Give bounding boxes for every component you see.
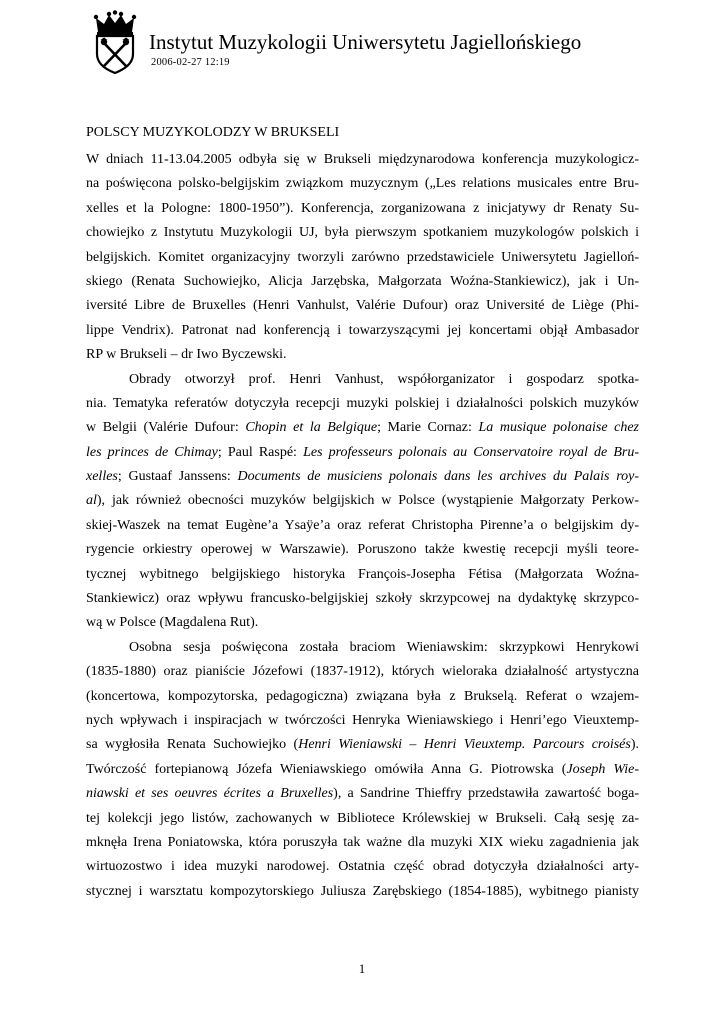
text-line — [86, 758, 639, 782]
text-run: nia. Tematyka referatów dotyczyła recepcji muzyki polskiej i działalności polskich muzyków — [86, 395, 639, 411]
text-run: (koncertowa, kompozytorska, pedagogiczna) związana była z Brukselą. Referat o wzajem- — [86, 688, 639, 704]
italic-title: Chopin et la Belgique — [245, 420, 378, 436]
text-run: skiej-Waszek na temat Eugène’a Ysaÿe’a oraz referat Christopha Pirenne’a o belgijskim dy- — [86, 517, 639, 533]
text-line — [86, 416, 639, 440]
text-run: Twórczość fortepianową Józefa Wieniawskiego omówiła Anna G. Piotrowska ( — [86, 761, 567, 777]
text-run: ). — [630, 737, 640, 753]
text-line — [86, 782, 639, 806]
text-line — [86, 709, 639, 733]
text-run: ; Gustaaf Janssens: — [117, 469, 238, 485]
italic-title: les princes de Chimay — [86, 444, 218, 460]
italic-title: xelles — [86, 469, 118, 485]
text-line — [86, 319, 639, 343]
text-line — [86, 148, 639, 172]
text-line — [86, 538, 639, 562]
italic-title: Documents de musiciens polonais dans les archives du Palais roy- — [237, 469, 639, 485]
text-line — [86, 733, 639, 757]
text-line — [86, 489, 639, 513]
article-title: POLSCY MUZYKOLODZY W BRUKSELI — [86, 125, 340, 140]
text-line — [86, 246, 639, 270]
institute-name: Instytut Muzykologii Uniwersytetu Jagiellońskiego — [149, 30, 582, 54]
text-run: lippe Vendrix). Patronat nad konferencją i towarzyszącymi jej koncertami objął Ambasador — [86, 322, 639, 338]
text-line — [86, 660, 639, 684]
text-run: stycznej i warsztatu kompozytorskiego Juliusza Zarębskiego (1854-1885), wybitnego pianisty — [86, 883, 639, 899]
text-line — [86, 343, 639, 367]
italic-title: al — [86, 493, 97, 509]
text-run: rygencie orkiestry operowej w Warszawie). Poruszono także kwestię recepcji myśli teore- — [86, 542, 639, 558]
text-run: Stankiewicz) oraz wpływu francusko-belgijskiej szkoły skrzypcowej na dydaktykę skrzypco- — [86, 591, 639, 607]
text-line — [86, 221, 639, 245]
text-run: ), jak również obecności muzyków belgijskich w Polsce (wystąpienie Małgorzaty Perkow- — [96, 493, 639, 509]
text-line — [86, 368, 639, 392]
text-line — [86, 441, 639, 465]
text-line — [86, 392, 639, 416]
page-number: 1 — [358, 961, 366, 976]
text-line — [86, 831, 639, 855]
text-line — [86, 197, 639, 221]
text-run: w Belgii (Valérie Dufour: — [86, 420, 246, 436]
text-run: sa wygłosiła Renata Suchowiejko ( — [86, 737, 299, 753]
text-line — [86, 611, 639, 635]
text-run: skiego (Renata Suchowiejko, Alicja Jarzębska, Małgorzata Woźna-Stankiewicz), jak i Un- — [86, 273, 639, 289]
text-line — [86, 807, 639, 831]
text-line — [86, 880, 639, 904]
text-run: wirtuozostwo i idea muzyki narodowej. Ostatnia część obrad dotyczyła działalności arty- — [86, 859, 639, 875]
text-line — [86, 172, 639, 196]
document-timestamp: 2006-02-27 12:19 — [151, 57, 230, 68]
text-run: xelles et la Pologne: 1800-1950”). Konferencja, zorganizowana z inicjatywy dr Renaty Su- — [86, 200, 639, 216]
text-run: na poświęcona polsko-belgijskim związkom muzycznym („Les relations musicales entre Bru- — [86, 176, 639, 192]
italic-title: niawski et ses oeuvres écrites a Bruxelles — [86, 786, 334, 802]
text-line — [86, 514, 639, 538]
university-crest-icon — [92, 10, 138, 74]
italic-title: La musique polonaise chez — [478, 420, 639, 436]
italic-title: Henri Wieniawski – Henri Vieuxtemp. Parcours croisés — [298, 737, 631, 753]
text-run: wą w Polsce (Magdalena Rut). — [86, 615, 259, 631]
text-run: (1835-1880) oraz pianiście Józefowi (1837-1912), których wieloraka działalność artystyczna — [86, 664, 639, 680]
text-run: RP w Brukseli – dr Iwo Byczewski. — [86, 347, 287, 363]
italic-title: Les professeurs polonais au Conservatoire royal de Bru- — [303, 444, 640, 460]
text-run: ; Marie Cornaz: — [377, 420, 479, 436]
text-run: ), a Sandrine Thieffry przedstawiła zawartość boga- — [333, 786, 639, 802]
italic-title: Joseph Wie- — [566, 761, 640, 777]
text-line — [86, 465, 639, 489]
text-run: chowiejko z Instytutu Muzykologii UJ, była pierwszym spotkaniem muzykologów polskich i — [86, 225, 639, 241]
text-run: iversité Libre de Bruxelles (Henri Vanhulst, Valérie Dufour) oraz Université de Liège (Phi- — [86, 298, 639, 314]
text-run: nych wpływach i inspiracjach w twórczości Henryka Wieniawskiego i Henri’ego Vieuxtemp- — [86, 712, 639, 728]
text-run: W dniach 11-13.04.2005 odbyła się w Brukseli międzynarodowa konferencja muzykologicz- — [86, 152, 639, 167]
text-run: mknęła Irena Poniatowska, która poruszyła tak ważne dla muzyki XIX wieku zagadnienia jak — [86, 834, 639, 850]
text-run: tej kolekcji jego listów, zachowanych w Bibliotece Królewskiej w Brukseli. Całą sesję za- — [86, 810, 639, 826]
text-run: belgijskich. Komitet organizacyjny tworzyli zarówno przedstawiciele Uniwersytetu Jagielloń- — [86, 249, 639, 265]
text-line — [86, 685, 639, 709]
text-line — [86, 563, 639, 587]
text-line — [86, 270, 639, 294]
text-run: Obrady otworzył prof. Henri Vanhust, współorganizator i gospodarz spotka- — [129, 371, 639, 387]
text-run: tycznej wybitnego belgijskiego historyka François-Josepha Fétisa (Małgorzata Woźna- — [86, 566, 639, 582]
article-body — [86, 148, 639, 904]
text-run: Osobna sesja poświęcona została braciom Wieniawskim: skrzypkowi Henrykowi — [129, 639, 639, 655]
text-run: ; Paul Raspé: — [217, 444, 304, 460]
text-line — [86, 636, 639, 660]
text-line — [86, 587, 639, 611]
text-line — [86, 855, 639, 879]
text-line — [86, 294, 639, 318]
